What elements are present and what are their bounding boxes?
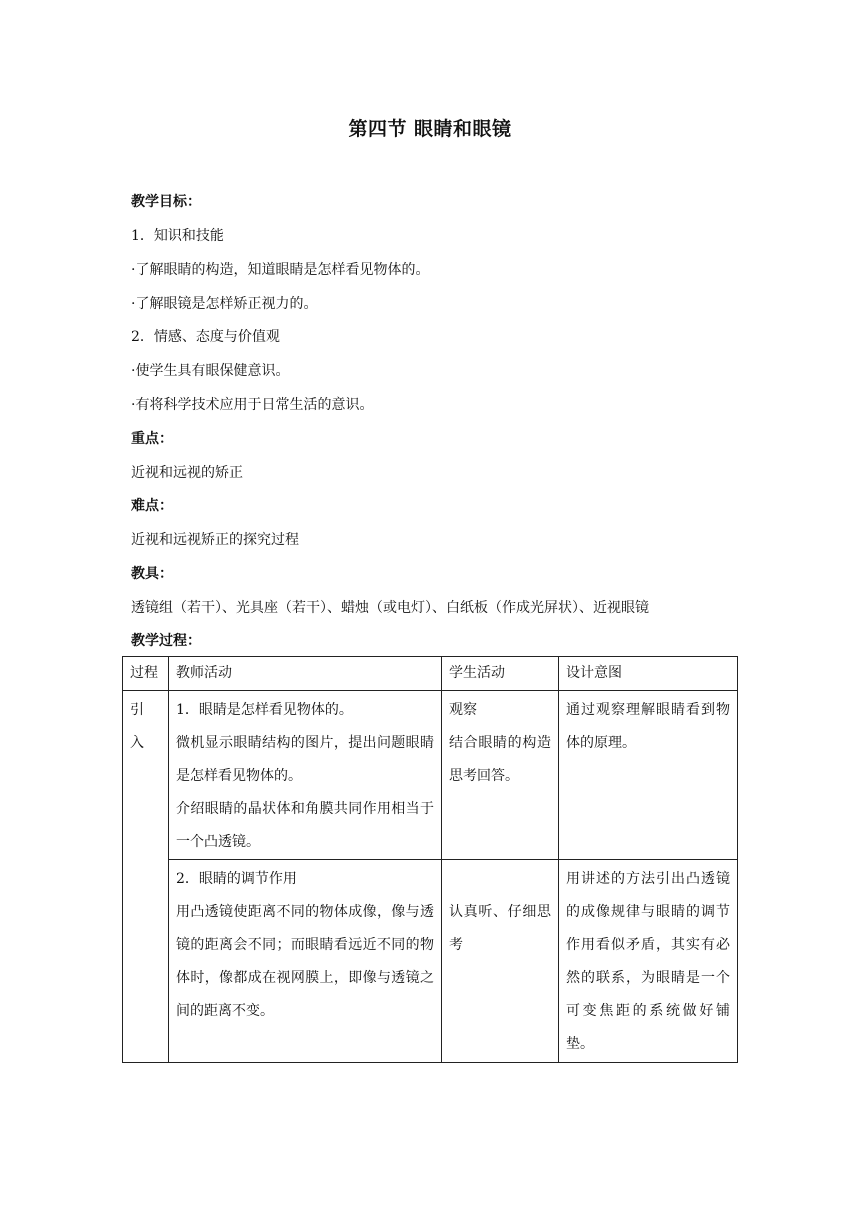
student-activity: 认真听、仔细思考 [449, 904, 551, 953]
student-cell [442, 860, 559, 1063]
page-title: 第四节 眼睛和眼镜 [348, 118, 512, 140]
objective-item: ·了解眼睛的构造，知道眼睛是怎样看见物体的。 [131, 262, 430, 278]
column-header: 学生活动 [442, 657, 559, 691]
objective-item: 1．知识和技能 [131, 228, 224, 244]
objective-item: ·了解眼镜是怎样矫正视力的。 [131, 296, 318, 312]
stage-cell [123, 691, 169, 860]
objective-item: 2．情感、态度与价值观 [131, 329, 280, 345]
objective-item: ·有将科学技术应用于日常生活的意识。 [131, 397, 374, 413]
table-row [123, 691, 738, 860]
objective-item: ·使学生具有眼保健意识。 [131, 363, 290, 379]
teacher-cell [169, 691, 442, 860]
teacher-activity: 1．眼睛是怎样看见物体的。 微机显示眼睛结构的图片，提出问题眼睛是怎样看见物体的。 介绍眼睛的晶状体和角膜共同作用相当于一个凸透镜。 [176, 702, 434, 850]
column-header: 过程 [123, 657, 169, 691]
table-row [123, 860, 738, 1063]
intent-cell [559, 860, 738, 1063]
stage-text: 引 入 [130, 702, 144, 751]
difficulty-text: 近视和远视矫正的探究过程 [131, 532, 299, 548]
objectives-heading: 教学目标： [131, 194, 201, 210]
intent-cell [559, 691, 738, 860]
key-point-heading: 重点： [131, 431, 173, 447]
teacher-activity: 2．眼睛的调节作用 用凸透镜使距离不同的物体成像，像与透镜的距离会不同；而眼睛看远近不同的物体时，像都成在视网膜上，即像与透镜之间的距离不变。 [176, 871, 434, 1019]
stage-cell [123, 860, 169, 1063]
design-intent: 用讲述的方法引出凸透镜的成像规律与眼睛的调节作用看似矛盾，其实有必然的联系，为眼睛是一个可变焦距的系统做好铺垫。 [566, 871, 730, 1052]
student-cell [442, 691, 559, 860]
process-table [122, 656, 738, 1063]
teacher-cell [169, 860, 442, 1063]
student-activity: 观察 结合眼睛的构造思考回答。 [449, 702, 551, 784]
difficulty-heading: 难点： [131, 498, 173, 514]
table-header-row [123, 657, 738, 691]
process-heading: 教学过程： [131, 633, 201, 649]
key-point-text: 近视和远视的矫正 [131, 465, 243, 481]
design-intent: 通过观察理解眼睛看到物体的原理。 [566, 702, 730, 751]
equipment-heading: 教具： [131, 566, 173, 582]
column-header: 设计意图 [559, 657, 738, 691]
equipment-text: 透镜组（若干）、光具座（若干）、蜡烛（或电灯）、白纸板（作成光屏状）、近视眼镜 [131, 600, 649, 616]
column-header: 教师活动 [169, 657, 442, 691]
